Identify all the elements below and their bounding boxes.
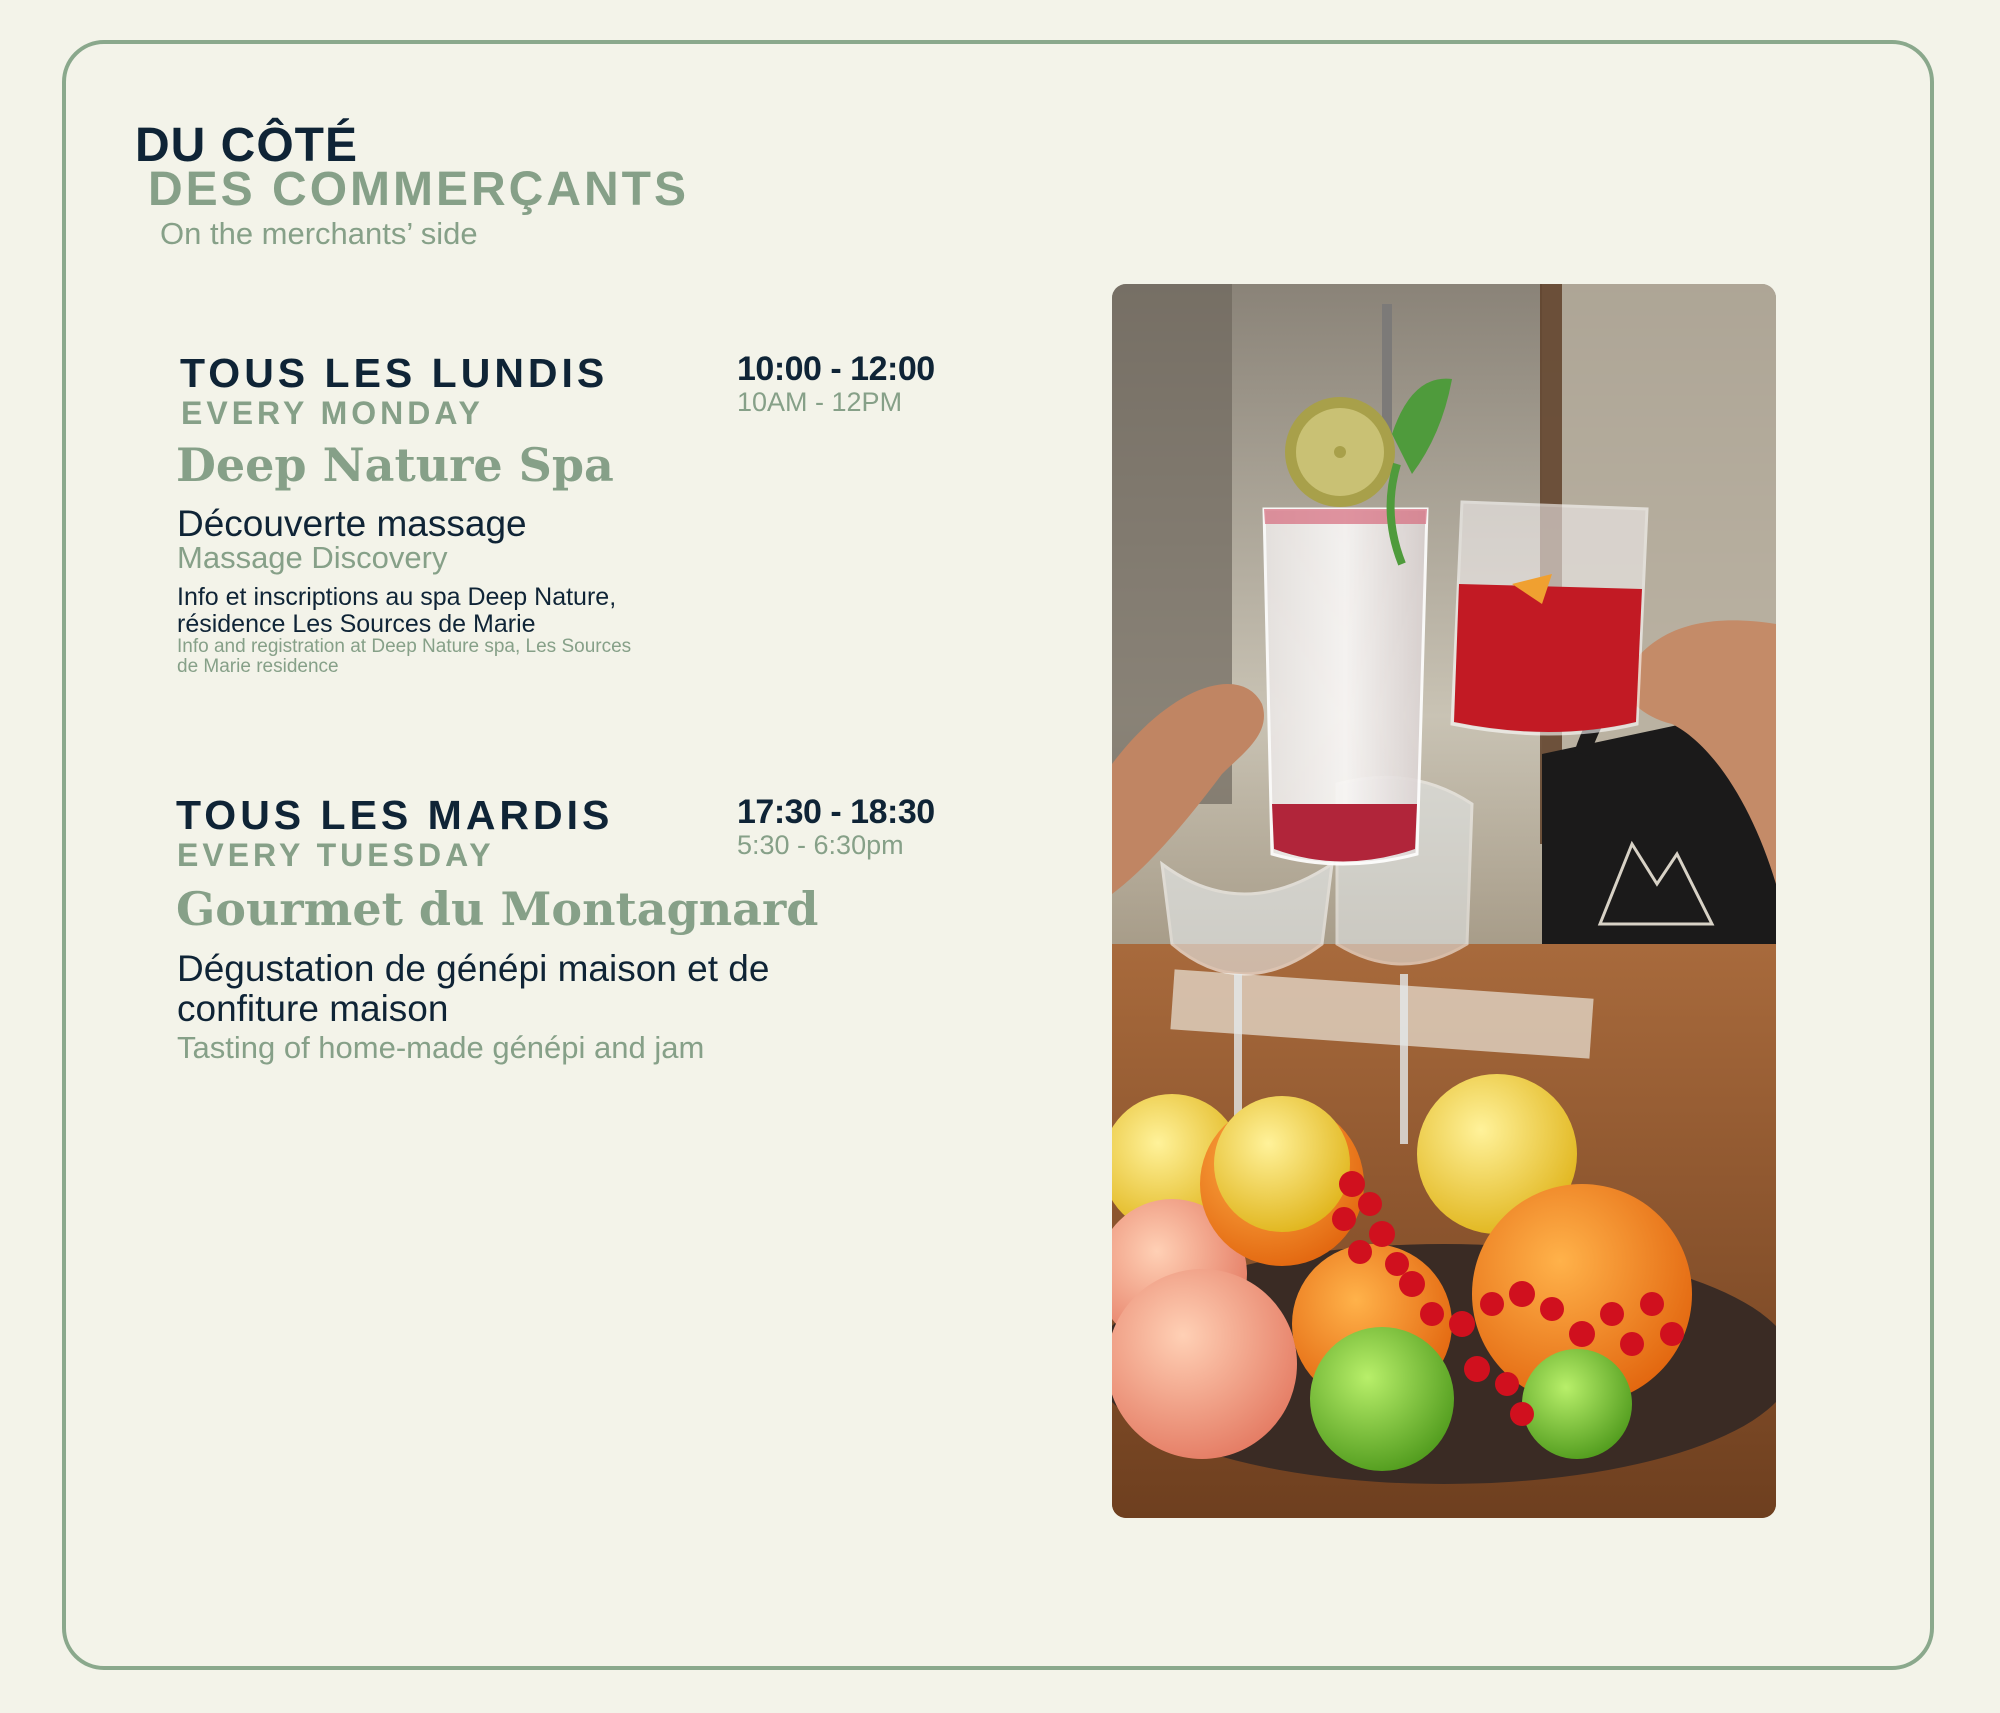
event-time-en: 5:30 - 6:30pm [737, 830, 904, 860]
event-time: 10:00 - 12:00 [737, 350, 935, 388]
event-activity-en: Tasting of home-made génépi and jam [177, 1030, 705, 1065]
event-info-en-line1: Info and registration at Deep Nature spa, Les Sources [177, 636, 632, 657]
page-subtitle: On the merchants’ side [160, 216, 478, 251]
event-info-fr-line1: Info et inscriptions au spa Deep Nature, [177, 583, 617, 611]
event-day-fr: TOUS LES MARDIS [176, 792, 614, 838]
event-info-fr-line2: résidence Les Sources de Marie [177, 610, 536, 638]
event-day-fr: TOUS LES LUNDIS [180, 350, 609, 396]
event-venue: Gourmet du Montagnard [176, 882, 819, 936]
page-title-line1: DU CÔTÉ [135, 119, 358, 172]
event-activity-en: Massage Discovery [177, 540, 448, 575]
event-venue: Deep Nature Spa [176, 438, 614, 492]
event-info-en-line2: de Marie residence [177, 656, 339, 677]
event-day-en: EVERY TUESDAY [177, 837, 495, 873]
drinks-and-fruit-photo [1112, 284, 1776, 1518]
event-time: 17:30 - 18:30 [737, 793, 935, 831]
event-time-en: 10AM - 12PM [737, 387, 903, 417]
event-day-en: EVERY MONDAY [181, 395, 484, 431]
page-title-line2: DES COMMERÇANTS [148, 163, 690, 216]
event-activity-fr-line1: Dégustation de génépi maison et de [177, 948, 770, 989]
event-activity-fr: Découverte massage [177, 503, 527, 544]
event-activity-fr-line2: confiture maison [177, 988, 449, 1029]
